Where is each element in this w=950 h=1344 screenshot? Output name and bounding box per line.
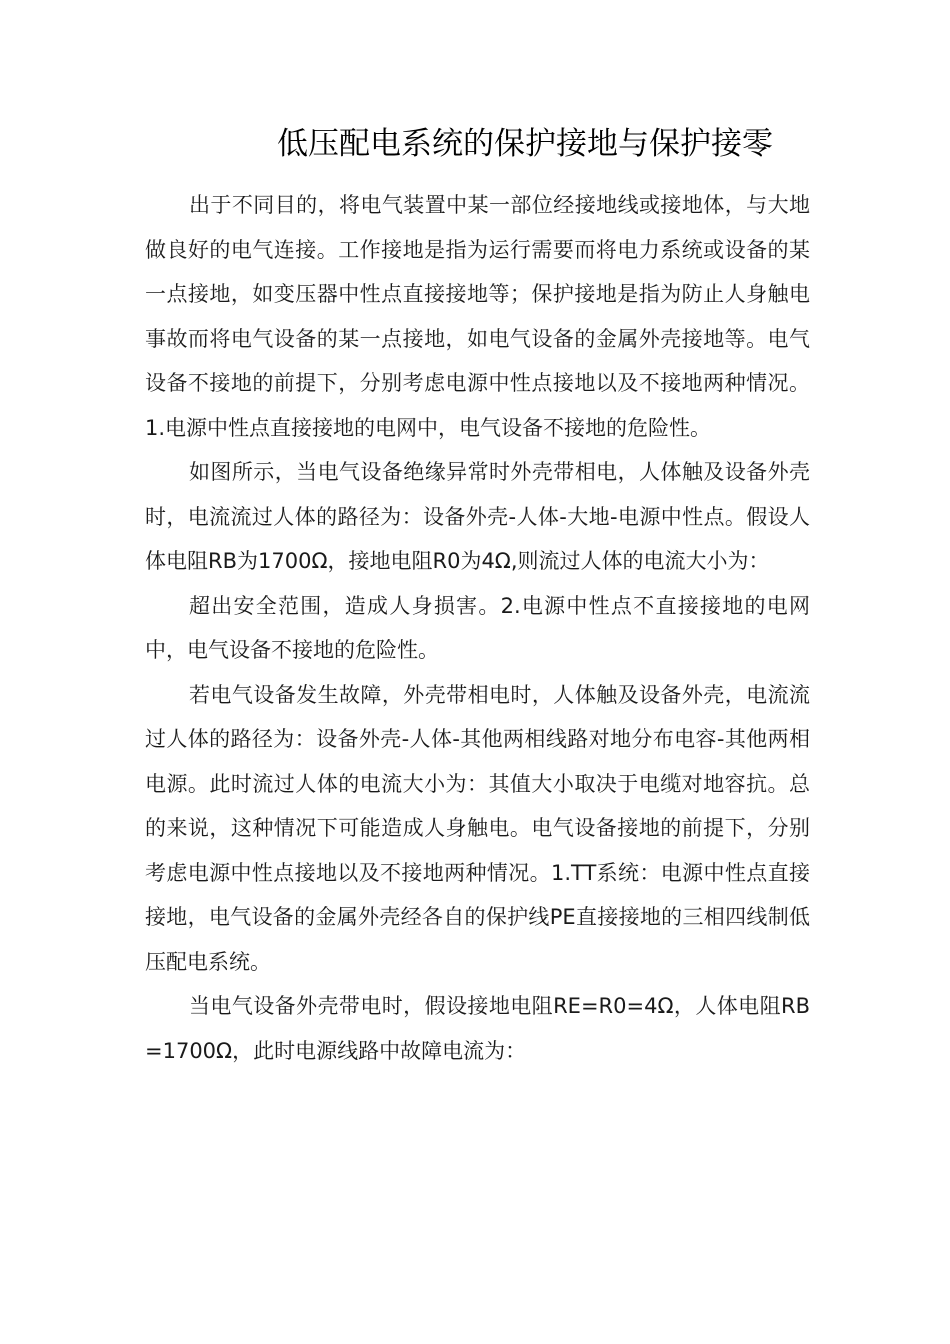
document-body xyxy=(145,183,810,1073)
paragraph: 如图所示，当电气设备绝缘异常时外壳带相电，人体触及设备外壳时，电流流过人体的路径为：设备外壳-人体-大地-电源中性点。假设人体电阻RB为1700Ω，接地电阻R0为4Ω,则流过人体的电流大小为： xyxy=(145,460,810,573)
paragraph: 超出安全范围，造成人身损害。2.电源中性点不直接接地的电网中，电气设备不接地的危险性。 xyxy=(145,593,810,662)
paragraph: 出于不同目的，将电气装置中某一部位经接地线或接地体，与大地做良好的电气连接。工作接地是指为运行需要而将电力系统或设备的某一点接地，如变压器中性点直接接地等；保护接地是指为防止人身触电事故而将电气设备的某一点接地，如电气设备的金属外壳接地等。电气设备不接地的前提下，分别考虑电源中性点接地以及不接地两种情况。1.电源中性点直接接地的电网中，电气设备不接地的危险性。 xyxy=(145,193,810,440)
document-title: 低压配电系统的保护接地与保护接零 xyxy=(277,126,773,162)
paragraph: 当电气设备外壳带电时，假设接地电阻RE=R0=4Ω，人体电阻RB=1700Ω，此时电源线路中故障电流为： xyxy=(145,994,810,1063)
paragraph: 若电气设备发生故障，外壳带相电时，人体触及设备外壳，电流流过人体的路径为：设备外壳-人体-其他两相线路对地分布电容-其他两相电源。此时流过人体的电流大小为：其值大小取决于电缆对地容抗。总的来说，这种情况下可能造成人身触电。电气设备接地的前提下，分别考虑电源中性点接地以及不接地两种情况。1.TT系统：电源中性点直接接地，电气设备的金属外壳经各自的保护线PE直接接地的三相四线制低压配电系统。 xyxy=(145,682,810,974)
